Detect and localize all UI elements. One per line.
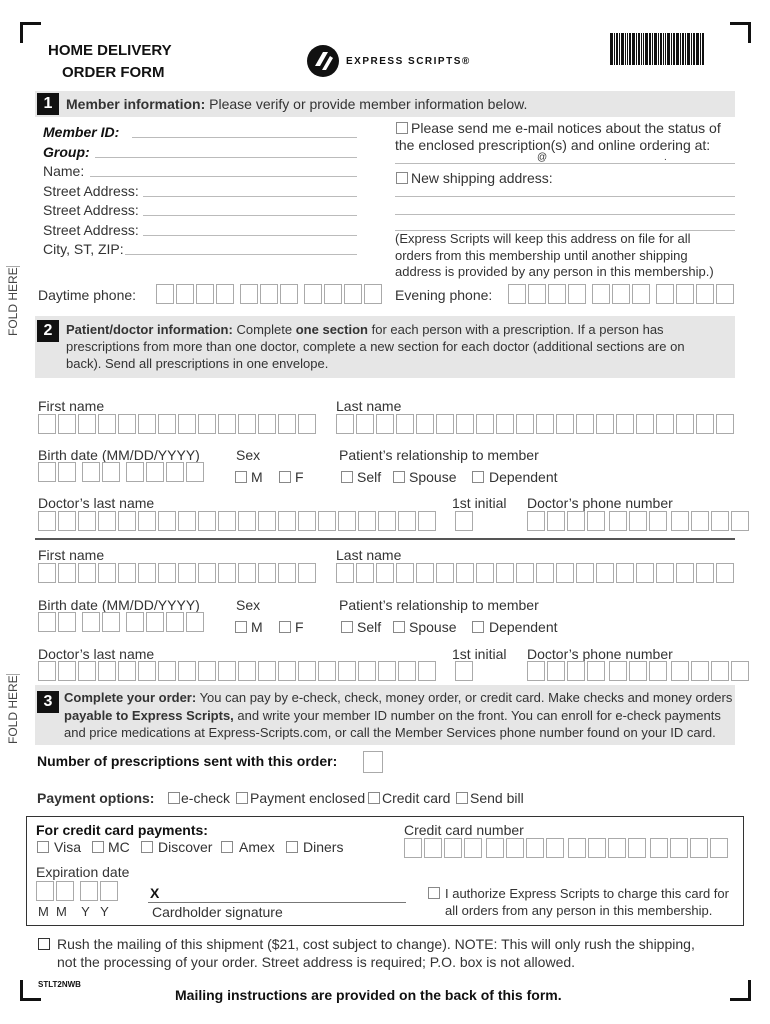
- visa-label: Visa: [54, 839, 81, 855]
- rush-text-1: Rush the mailing of this shipment ($21, cost subject to change). NOTE: This will only rush the shipping,: [57, 936, 695, 952]
- last-name-label-2: Last name: [336, 547, 402, 563]
- dependent-label-2: Dependent: [489, 619, 558, 635]
- expiration-field[interactable]: [36, 881, 120, 901]
- email-notice-text-2: the enclosed prescription(s) and online ordering at:: [395, 137, 711, 153]
- first-initial-field[interactable]: [455, 511, 475, 531]
- section1-heading: Member information: Please verify or provide member information below.: [66, 96, 528, 112]
- street-label-1: Street Address:: [43, 183, 139, 199]
- doctor-phone-label-2: Doctor’s phone number: [527, 646, 673, 662]
- section2-line3: back). Send all prescriptions in one envelope.: [66, 356, 329, 371]
- signature-x: X: [150, 885, 160, 901]
- signature-field[interactable]: [148, 902, 406, 903]
- dependent-label: Dependent: [489, 469, 558, 485]
- section2-number: 2: [37, 320, 59, 342]
- amex-checkbox[interactable]: [221, 841, 233, 853]
- last-name-field[interactable]: [336, 414, 736, 434]
- self-checkbox-2[interactable]: [341, 621, 353, 633]
- logo-text: EXPRESS SCRIPTS®: [346, 56, 471, 67]
- birth-date-field-2[interactable]: [38, 612, 206, 632]
- doctor-last-name-label: Doctor’s last name: [38, 495, 155, 511]
- email-notice-checkbox[interactable]: [396, 122, 408, 134]
- section3-line2: payable to Express Scripts, and write your member ID number on the front. You can enroll for e-check payments: [64, 708, 721, 723]
- payment-enclosed-checkbox[interactable]: [236, 792, 248, 804]
- name-field[interactable]: [90, 176, 357, 177]
- street-label-2: Street Address:: [43, 202, 139, 218]
- patient-separator: [35, 538, 735, 540]
- city-label: City, ST, ZIP:: [43, 241, 124, 257]
- at-symbol: @: [537, 152, 548, 163]
- first-name-label: First name: [38, 398, 105, 414]
- mc-checkbox[interactable]: [92, 841, 104, 853]
- discover-checkbox[interactable]: [141, 841, 153, 853]
- cc-number-label: Credit card number: [404, 822, 524, 838]
- form-code: STLT2NWB: [38, 980, 81, 989]
- cc-number-field[interactable]: [404, 838, 730, 858]
- member-id-field[interactable]: [132, 137, 357, 138]
- amex-label: Amex: [239, 839, 275, 855]
- authorize-text-1: I authorize Express Scripts to charge this card for: [445, 886, 729, 901]
- credit-card-checkbox[interactable]: [368, 792, 380, 804]
- doctor-last-name-field-2[interactable]: [38, 661, 438, 681]
- shipping-note-3: address is provided by any person in this membership.): [395, 264, 714, 279]
- spouse-label: Spouse: [409, 469, 457, 485]
- email-field[interactable]: [395, 163, 735, 164]
- payment-enclosed-label: Payment enclosed: [250, 790, 366, 806]
- mailing-instructions: Mailing instructions are provided on the back of this form.: [175, 987, 562, 1003]
- sex-m-checkbox[interactable]: [235, 471, 247, 483]
- shipping-field-1[interactable]: [395, 196, 735, 197]
- echeck-checkbox[interactable]: [168, 792, 180, 804]
- street-field-3[interactable]: [143, 235, 357, 236]
- doctor-phone-field-2[interactable]: [527, 661, 751, 681]
- member-id-label: Member ID:: [43, 124, 120, 140]
- signature-label: Cardholder signature: [152, 904, 283, 920]
- street-field-1[interactable]: [143, 196, 357, 197]
- crop-mark-top-left: [20, 22, 41, 43]
- doctor-last-name-label-2: Doctor’s last name: [38, 646, 155, 662]
- section3-number: 3: [37, 691, 59, 713]
- echeck-label: e-check: [181, 790, 231, 806]
- first-initial-label-2: 1st initial: [452, 646, 507, 662]
- discover-label: Discover: [158, 839, 213, 855]
- diners-label: Diners: [303, 839, 344, 855]
- fold-here-label-2: FOLD HERE: [6, 674, 20, 748]
- sex-f-label: F: [295, 469, 304, 485]
- first-name-label-2: First name: [38, 547, 105, 563]
- mmyy-label: M M Y Y: [38, 904, 109, 919]
- sex-m-label: M: [251, 469, 263, 485]
- birth-date-field[interactable]: [38, 462, 206, 482]
- dependent-checkbox-2[interactable]: [472, 621, 484, 633]
- first-initial-label: 1st initial: [452, 495, 507, 511]
- section3-heading: Complete your order: You can pay by e-check, check, money order, or credit card. Make checks and money orders: [64, 690, 733, 705]
- spouse-label-2: Spouse: [409, 619, 457, 635]
- first-name-field[interactable]: [38, 414, 318, 434]
- form-title-line2: ORDER FORM: [62, 64, 165, 81]
- mc-label: MC: [108, 839, 130, 855]
- street-field-2[interactable]: [143, 215, 357, 216]
- shipping-note-1: (Express Scripts will keep this address on file for all: [395, 231, 691, 246]
- section3-line3: and price medications at Express-Scripts.com, or call the Member Services phone number found on your ID card.: [64, 725, 716, 740]
- birth-date-label-2: Birth date (MM/DD/YYYY): [38, 597, 200, 613]
- street-label-3: Street Address:: [43, 222, 139, 238]
- self-checkbox[interactable]: [341, 471, 353, 483]
- fold-here-label-1: FOLD HERE: [6, 266, 20, 340]
- last-name-field-2[interactable]: [336, 563, 736, 583]
- first-initial-field-2[interactable]: [455, 661, 475, 681]
- relationship-label-2: Patient’s relationship to member: [339, 597, 539, 613]
- rush-text-2: not the processing of your order. Street address is required; P.O. box is not allowed.: [57, 954, 576, 970]
- relationship-label: Patient’s relationship to member: [339, 447, 539, 463]
- email-notice-text: Please send me e-mail notices about the status of: [411, 120, 721, 136]
- first-name-field-2[interactable]: [38, 563, 318, 583]
- spouse-checkbox-2[interactable]: [393, 621, 405, 633]
- sex-f-label-2: F: [295, 619, 304, 635]
- authorize-text-2: all orders from any person in this membership.: [445, 903, 713, 918]
- name-label: Name:: [43, 163, 85, 179]
- cc-title: For credit card payments:: [36, 822, 208, 838]
- send-bill-checkbox[interactable]: [456, 792, 468, 804]
- self-label-2: Self: [357, 619, 382, 635]
- diners-checkbox[interactable]: [286, 841, 298, 853]
- group-label: Group:: [43, 144, 90, 160]
- new-shipping-checkbox[interactable]: [396, 172, 408, 184]
- visa-checkbox[interactable]: [37, 841, 49, 853]
- sex-label: Sex: [236, 447, 261, 463]
- sex-m-checkbox-2[interactable]: [235, 621, 247, 633]
- crop-mark-bottom-right: [730, 980, 751, 1001]
- daytime-phone-field[interactable]: [156, 284, 384, 304]
- dot-symbol: .: [664, 152, 667, 163]
- crop-mark-top-right: [730, 22, 751, 43]
- doctor-phone-field[interactable]: [527, 511, 751, 531]
- send-bill-label: Send bill: [470, 790, 524, 806]
- doctor-phone-label: Doctor’s phone number: [527, 495, 673, 511]
- num-prescriptions-label: Number of prescriptions sent with this order:: [37, 753, 338, 769]
- doctor-last-name-field[interactable]: [38, 511, 438, 531]
- evening-phone-field[interactable]: [508, 284, 736, 304]
- form-title-line1: HOME DELIVERY: [48, 42, 172, 59]
- evening-phone-label: Evening phone:: [395, 287, 493, 303]
- sex-label-2: Sex: [236, 597, 261, 613]
- sex-f-checkbox[interactable]: [279, 471, 291, 483]
- num-prescriptions-field[interactable]: [363, 751, 383, 773]
- last-name-label: Last name: [336, 398, 402, 414]
- sex-f-checkbox-2[interactable]: [279, 621, 291, 633]
- shipping-field-2[interactable]: [395, 214, 735, 215]
- express-scripts-logo: [306, 44, 340, 78]
- authorize-checkbox[interactable]: [428, 887, 440, 899]
- birth-date-label: Birth date (MM/DD/YYYY): [38, 447, 200, 463]
- rush-checkbox[interactable]: [38, 938, 50, 950]
- credit-card-label: Credit card: [382, 790, 451, 806]
- self-label: Self: [357, 469, 382, 485]
- expiration-label: Expiration date: [36, 864, 130, 880]
- daytime-phone-label: Daytime phone:: [38, 287, 137, 303]
- payment-options-row: Payment options:: [37, 790, 155, 806]
- section1-number: 1: [37, 93, 59, 115]
- section2-line2: prescriptions from more than one doctor, complete a new section for each doctor (additional sections are on: [66, 339, 685, 354]
- section2-heading: Patient/doctor information: Complete one section for each person with a prescription. If a person has: [66, 322, 664, 337]
- dependent-checkbox[interactable]: [472, 471, 484, 483]
- barcode: [610, 33, 705, 65]
- shipping-note-2: orders from this membership until another shipping: [395, 248, 688, 263]
- city-field[interactable]: [125, 254, 357, 255]
- group-field[interactable]: [95, 157, 357, 158]
- sex-m-label-2: M: [251, 619, 263, 635]
- new-shipping-label: New shipping address:: [411, 170, 553, 186]
- spouse-checkbox[interactable]: [393, 471, 405, 483]
